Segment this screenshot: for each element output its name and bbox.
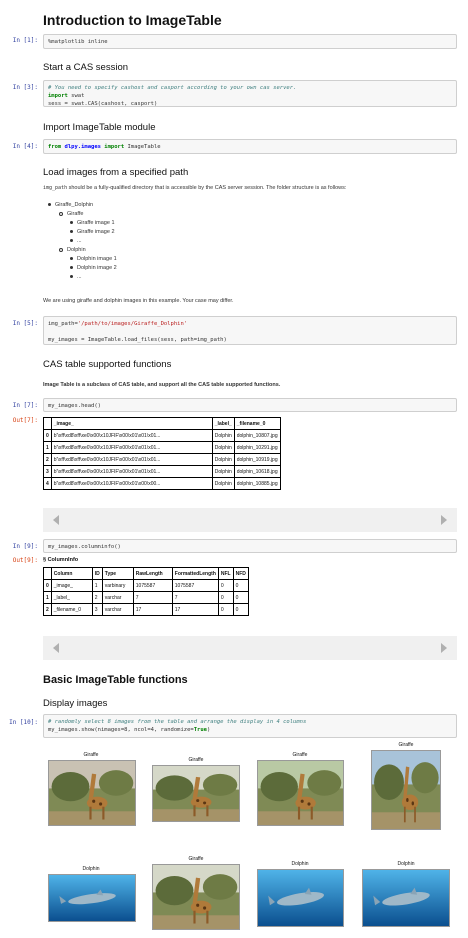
code-comment: # randomly select 8 images from the table and arrange the display in 4 columns — [48, 719, 307, 725]
list-item: Dolphin — [48, 246, 117, 255]
table-cell: _filename_0 — [51, 604, 92, 616]
output-prompt: Out[7]: — [12, 417, 38, 424]
list-item: ... — [48, 237, 117, 246]
dolphin-image — [362, 869, 450, 927]
code-keyword: import — [104, 144, 125, 150]
table-cell: 0 — [233, 592, 248, 604]
table-cell: b'\xff\xd8\xff\xe0\x00\x10JFIF\x00\x01\x01\x01... — [51, 454, 212, 466]
code-text: swat — [67, 93, 85, 99]
list-item: Dolphin image 1 — [48, 255, 117, 264]
inline-code: img_path — [43, 185, 68, 191]
table-cell: 3 — [92, 604, 102, 616]
section-heading: Display images — [43, 698, 108, 709]
list-item: Giraffe_Dolphin — [48, 201, 117, 210]
table-header: Column — [51, 568, 92, 580]
code-keyword: from — [48, 144, 62, 150]
table-cell: b'\xff\xd8\xff\xe0\x00\x10JFIF\x00\x01\x00\x00... — [51, 478, 212, 490]
table-cell: dolphin_10807.jpg — [234, 430, 280, 442]
table-cell: Dolphin — [212, 430, 234, 442]
paragraph: Image Table is a subclass of CAS table, and support all the CAS table supported functions. — [43, 382, 281, 388]
list-item: Giraffe — [48, 210, 117, 219]
list-item: Dolphin image 2 — [48, 264, 117, 273]
list-item: ... — [48, 273, 117, 282]
table-cell: Dolphin — [212, 478, 234, 490]
giraffe-image — [371, 750, 441, 830]
input-prompt: In [5]: — [12, 320, 38, 327]
table-cell: 17 — [172, 604, 218, 616]
code-line: my_images = ImageTable.load_files(sess, path=img_path) — [48, 337, 227, 343]
table-header: _label_ — [212, 418, 234, 430]
table-cell: 1 — [44, 592, 52, 604]
code-line: %matplotlib inline — [48, 39, 108, 45]
giraffe-image — [48, 760, 136, 826]
table-cell: Dolphin — [212, 454, 234, 466]
table-cell: 1075587 — [133, 580, 172, 592]
table-cell: Dolphin — [212, 442, 234, 454]
paragraph-text: should be a fully-qualified directory that is accessible by the CAS server session. The folder structure is as follows: — [67, 185, 347, 191]
code-line: sess = swat.CAS(cashost, casport) — [48, 101, 158, 107]
table-cell: 2 — [92, 592, 102, 604]
dolphin-image — [48, 874, 136, 922]
image-caption: Giraffe — [398, 742, 414, 748]
code-keyword: True — [193, 727, 207, 733]
notebook-title: Introduction to ImageTable — [43, 12, 222, 28]
table-cell: 0 — [218, 592, 233, 604]
table-cell: 4 — [44, 478, 52, 490]
giraffe-image — [152, 765, 240, 822]
code-keyword: import — [48, 93, 68, 99]
table-cell: varbinary — [102, 580, 133, 592]
table-cell: 0 — [233, 580, 248, 592]
code-comment: # You need to specify cashost and casport according to your own cas server. — [48, 85, 297, 91]
list-item: Giraffe image 2 — [48, 228, 117, 237]
input-prompt: In [7]: — [12, 402, 38, 409]
table-header: RawLength — [133, 568, 172, 580]
giraffe-image — [257, 760, 344, 826]
table-header: _image_ — [51, 418, 212, 430]
table-header: ID — [92, 568, 102, 580]
input-prompt: In [3]: — [12, 84, 38, 91]
image-caption: Dolphin — [82, 866, 100, 872]
section-heading: Start a CAS session — [43, 62, 129, 73]
table-cell: 0 — [233, 604, 248, 616]
input-prompt: In [9]: — [12, 543, 38, 550]
table-cell: 0 — [44, 580, 52, 592]
table-cell: 7 — [133, 592, 172, 604]
code-module: dlpy.images — [61, 144, 105, 150]
table-header: Type — [102, 568, 133, 580]
image-caption: Giraffe — [83, 752, 99, 758]
code-text: ImageTable — [124, 144, 161, 150]
table-cell: 2 — [44, 454, 52, 466]
section-heading: Import ImageTable module — [43, 122, 156, 133]
input-prompt: In [1]: — [12, 37, 38, 44]
table-header: NFD — [233, 568, 248, 580]
image-caption: Giraffe — [292, 752, 308, 758]
image-caption: Dolphin — [397, 861, 415, 867]
table-cell: 1 — [44, 442, 52, 454]
code-string: '/path/to/images/Giraffe_Dolphin' — [77, 321, 188, 327]
table-cell: 1075587 — [172, 580, 218, 592]
table-header: NFL — [218, 568, 233, 580]
table-cell: 0 — [44, 430, 52, 442]
code-line: my_images.columninfo() — [48, 544, 121, 550]
table-cell: dolphin_10618.jpg — [234, 466, 280, 478]
table-cell: 1 — [92, 580, 102, 592]
table-cell: varchar — [102, 604, 133, 616]
table-cell: dolphin_10919.jpg — [234, 454, 280, 466]
table-cell: b'\xff\xd8\xff\xe0\x00\x10JFIF\x00\x01\x01\x01... — [51, 442, 212, 454]
columninfo-title: § ColumnInfo — [43, 557, 79, 563]
image-caption: Dolphin — [291, 861, 309, 867]
image-caption: Giraffe — [188, 757, 204, 763]
table-cell: 0 — [218, 604, 233, 616]
table-cell: varchar — [102, 592, 133, 604]
code-text: img_path= — [48, 321, 78, 327]
input-prompt: In [10]: — [9, 719, 38, 726]
dolphin-image — [257, 869, 344, 927]
table-cell: 17 — [133, 604, 172, 616]
section-heading: Basic ImageTable functions — [43, 674, 188, 686]
table-cell: dolphin_10885.jpg — [234, 478, 280, 490]
table-cell: 7 — [172, 592, 218, 604]
list-item: Giraffe image 1 — [48, 219, 117, 228]
section-heading: CAS table supported functions — [43, 359, 172, 370]
table-cell: b'\xff\xd8\xff\xe0\x00\x10JFIF\x00\x01\x01\x01... — [51, 466, 212, 478]
table-cell: _label_ — [51, 592, 92, 604]
code-line: my_images.head() — [48, 403, 101, 409]
table-cell: dolphin_10291.jpg — [234, 442, 280, 454]
paragraph: We are using giraffe and dolphin images in this example. Your case may differ. — [43, 298, 234, 304]
table-header: FormattedLength — [172, 568, 218, 580]
table-header: _filename_0 — [234, 418, 280, 430]
table-cell: _image_ — [51, 580, 92, 592]
giraffe-image — [152, 864, 240, 930]
image-caption: Giraffe — [188, 856, 204, 862]
table-cell: 2 — [44, 604, 52, 616]
table-cell: 0 — [218, 580, 233, 592]
table-cell: 3 — [44, 466, 52, 478]
input-prompt: In [4]: — [12, 143, 38, 150]
code-text: ) — [206, 727, 211, 733]
table-cell: b'\xff\xd8\xff\xe0\x00\x10JFIF\x00\x01\x01\x01... — [51, 430, 212, 442]
table-cell: Dolphin — [212, 466, 234, 478]
section-heading: Load images from a specified path — [43, 167, 189, 178]
output-prompt: Out[9]: — [12, 557, 38, 564]
code-text: my_images.show(nimages=8, ncol=4, randomize= — [48, 727, 194, 733]
